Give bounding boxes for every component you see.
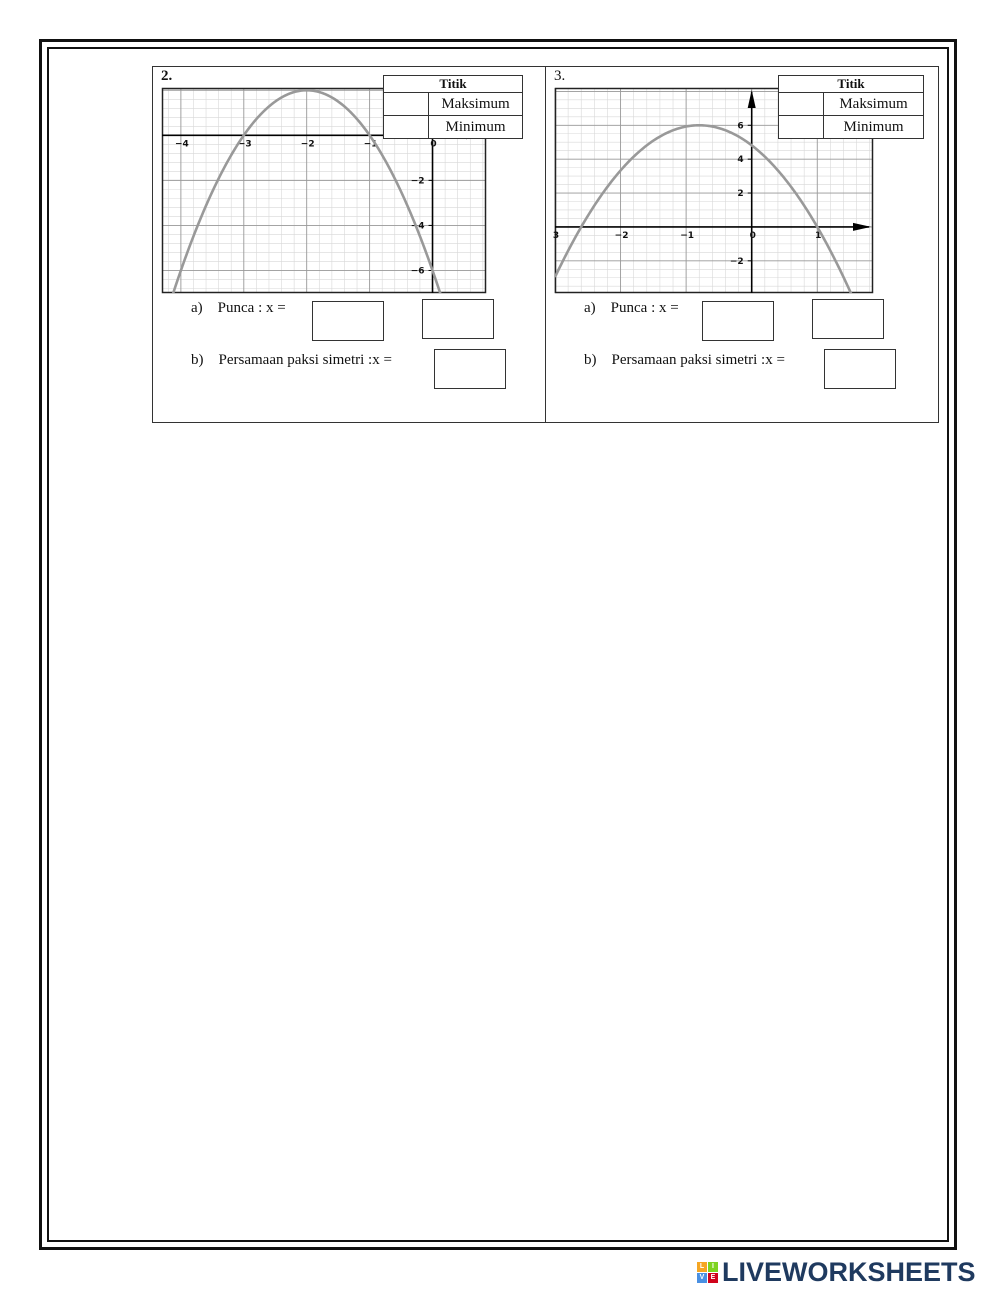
y-tick-label: 4 — [737, 155, 744, 166]
x-tick-label: −1 — [680, 230, 695, 241]
answer-b-text: Persamaan paksi simetri :x = — [611, 352, 785, 368]
maksimum-check-cell[interactable] — [384, 93, 429, 116]
questions-divider — [545, 66, 546, 423]
answer-b-q2 — [191, 352, 392, 369]
titik-header: Titik — [779, 76, 924, 93]
liveworksheets-brand — [697, 1257, 976, 1287]
question-number: 3. — [554, 68, 566, 84]
titik-header: Titik — [384, 76, 523, 93]
minimum-label: Minimum — [429, 116, 523, 139]
logo-letter: E — [708, 1273, 718, 1283]
logo-letter: I — [708, 1262, 718, 1272]
x-tick-label: 0 — [749, 230, 756, 241]
x-axis-arrow-icon — [853, 223, 871, 231]
x-tick-label: −2 — [614, 230, 629, 241]
y-tick-label: 2 — [737, 189, 744, 200]
answer-a-text: Punca : x = — [610, 300, 679, 316]
maksimum-label: Maksimum — [429, 93, 523, 116]
answer-b-label: b) — [191, 352, 204, 368]
x-tick-label: 0 — [430, 139, 437, 150]
x-tick-label: −1 — [363, 139, 378, 150]
answer-b-q3 — [584, 352, 785, 369]
root-input-1-q2[interactable] — [312, 301, 384, 341]
x-tick-label: −4 — [174, 139, 189, 150]
titik-table-q3 — [778, 75, 924, 139]
y-tick-label: 6 — [737, 121, 744, 132]
minimum-check-cell[interactable] — [384, 116, 429, 139]
x-tick-label: −3 — [237, 139, 252, 150]
y-tick-label: −6 — [410, 266, 425, 277]
root-input-1-q3[interactable] — [702, 301, 774, 341]
logo-letter: L — [697, 1262, 707, 1272]
symmetry-input-q2[interactable] — [434, 349, 506, 389]
answer-a-label: a) — [191, 300, 203, 316]
y-axis-arrow-icon — [748, 90, 756, 108]
liveworksheets-logo-icon — [697, 1262, 718, 1283]
minimum-label: Minimum — [824, 116, 924, 139]
titik-table-q2 — [383, 75, 523, 139]
answer-a-q3 — [584, 300, 679, 317]
maksimum-check-cell[interactable] — [779, 93, 824, 116]
answer-a-text: Punca : x = — [217, 300, 286, 316]
root-input-2-q2[interactable] — [422, 299, 494, 339]
logo-letter: V — [697, 1273, 707, 1283]
x-tick-label: −2 — [300, 139, 315, 150]
answer-b-text: Persamaan paksi simetri :x = — [218, 352, 392, 368]
answer-a-q2 — [191, 300, 286, 317]
minimum-check-cell[interactable] — [779, 116, 824, 139]
answer-a-label: a) — [584, 300, 596, 316]
x-tick-label: 1 — [815, 230, 822, 241]
maksimum-label: Maksimum — [824, 93, 924, 116]
y-tick-label: −2 — [410, 176, 425, 187]
root-input-2-q3[interactable] — [812, 299, 884, 339]
symmetry-input-q3[interactable] — [824, 349, 896, 389]
brand-text: LIVEWORKSHEETS — [722, 1256, 976, 1287]
y-tick-label: −4 — [410, 221, 425, 232]
y-tick-label: −2 — [729, 256, 744, 267]
answer-b-label: b) — [584, 352, 597, 368]
question-number: 2. — [161, 68, 173, 84]
x-tick-label: 3 — [552, 230, 560, 241]
